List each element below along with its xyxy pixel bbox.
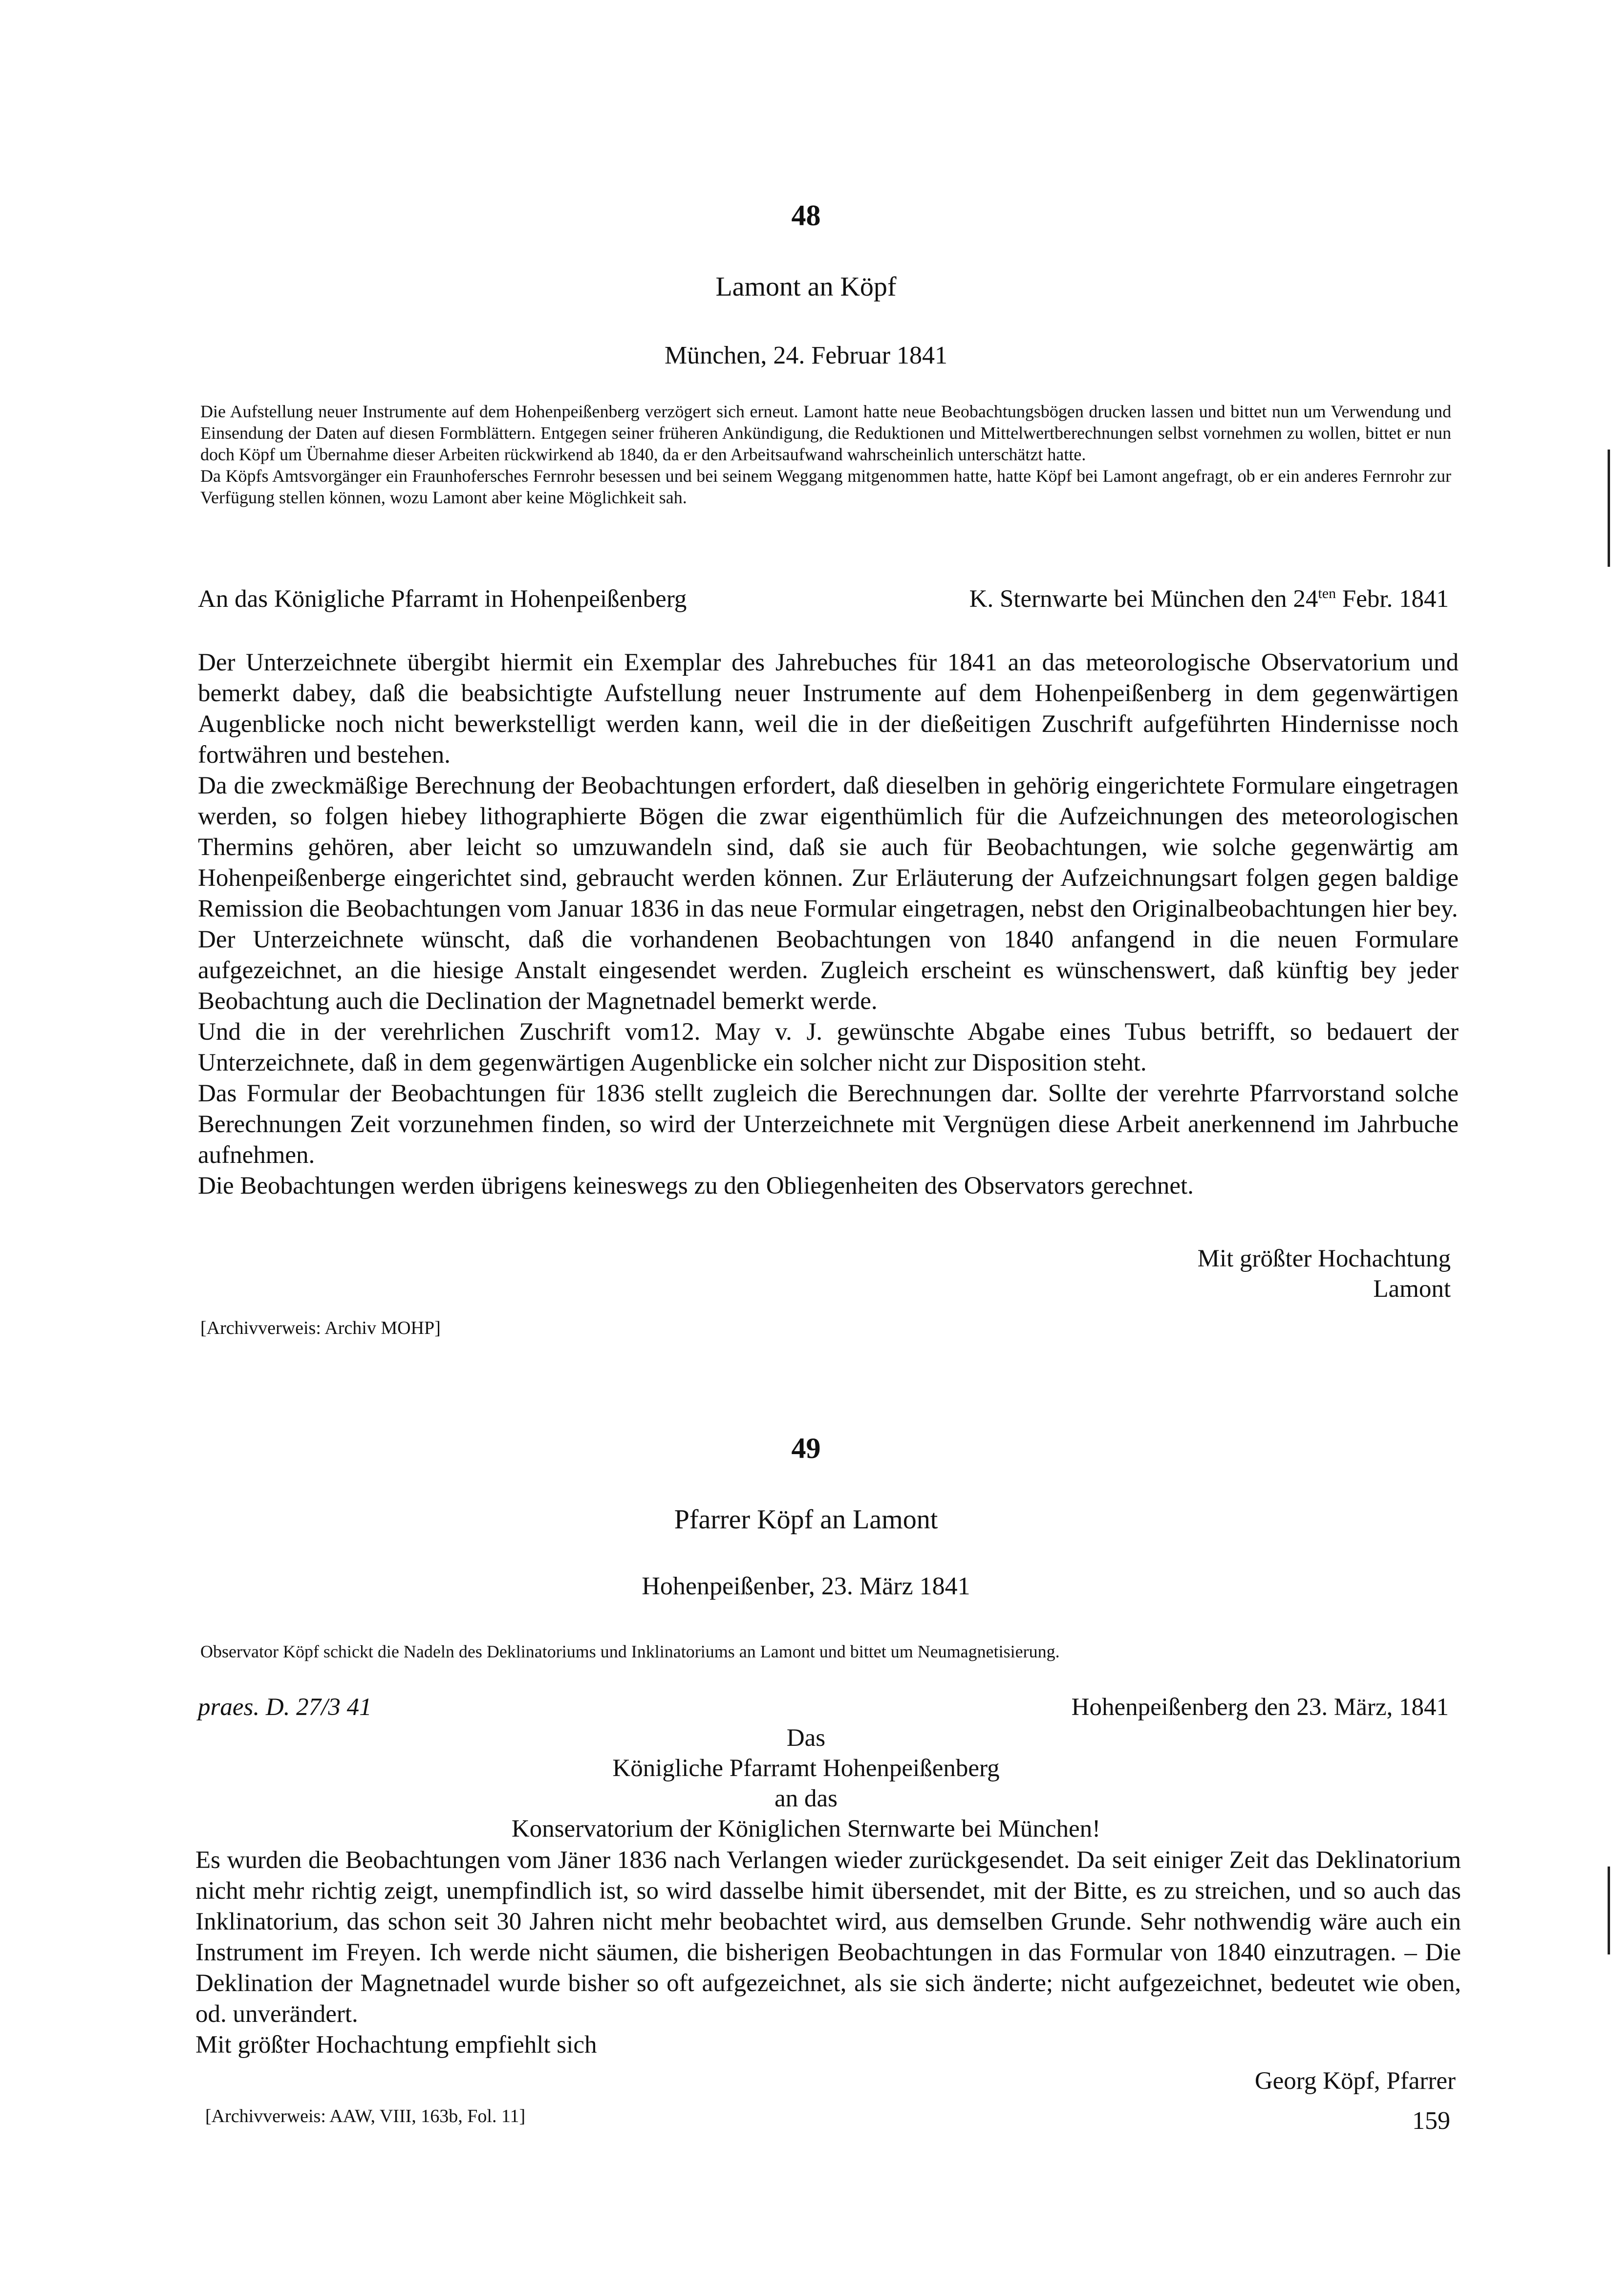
letter-49-title: Pfarrer Köpf an Lamont bbox=[674, 1504, 938, 1535]
sender-date-main: K. Sternwarte bei München den 24 bbox=[969, 585, 1318, 613]
letter-48-archive-reference: [Archivverweis: Archiv MOHP] bbox=[200, 1318, 441, 1338]
body-paragraph: Der Unterzeichnete übergibt hiermit ein Exemplar des Jahrebuches für 1841 an das meteorologische Observatorium und bemerkt dabey, daß die beabsichtigte Aufstellung neuer Instrumente auf dem Hohenpeißenberg in dem gegenwärtigen Augenblicke noch nicht bewerkstelligt werden kann, weil die in der dießeitigen Zuschrift aufgeführten Hindernisse noch fortwähren und bestehen. bbox=[198, 649, 1459, 769]
body-paragraph: Und die in der verehrlichen Zuschrift vom12. May v. J. gewünschte Abgabe eines Tubus betrifft, so bedauert der Unterzeichnete, daß in dem gegenwärtigen Augenblicke ein solcher nicht zur Disposition steht. bbox=[198, 1018, 1459, 1076]
letter-49-regest-paragraph: Observator Köpf schickt die Nadeln des Deklinatoriums und Inklinatoriums an Lamont und bittet um Neumagnetisierung. bbox=[200, 1642, 1060, 1661]
sender-date-tail: Febr. 1841 bbox=[1336, 585, 1449, 613]
page-number: 159 bbox=[1412, 2107, 1450, 2135]
address-line: Konservatorium der Königlichen Sternwarte bei München! bbox=[511, 1815, 1101, 1843]
letter-48-regest-paragraph: Die Aufstellung neuer Instrumente auf dem Hohenpeißenberg verzögert sich erneut. Lamont hatte neue Beobachtungsbögen drucken lassen und bittet nun um Verwendung und Einsendung der Daten auf diesen Formblättern. Entgegen seiner früheren Ankündigung, die Reduktionen und Mittelwertberechnungen selbst vornehmen zu wollen, bittet er nun doch Köpf um Übernahme dieser Arbeiten rückwirkend ab 1840, da er den Arbeitsaufwand wahrscheinlich unterschätzt hatte. bbox=[200, 402, 1451, 464]
address-line: Königliche Pfarramt Hohenpeißenberg bbox=[612, 1755, 1000, 1782]
letter-49-archive-reference: [Archivverweis: AAW, VIII, 163b, Fol. 11] bbox=[205, 2106, 526, 2126]
margin-line-bottom bbox=[1608, 1867, 1610, 1954]
body-paragraph: Das Formular der Beobachtungen für 1836 stellt zugleich die Berechnungen dar. Sollte der verehrte Pfarrvorstand solche Berechnungen Zeit vorzunehmen finden, so wird der Unterzeichnete mit Vergnügen diese Arbeit anerkennend im Jahrbuche aufnehmen. bbox=[198, 1080, 1459, 1169]
body-paragraph: Da die zweckmäßige Berechnung der Beobachtungen erfordert, daß dieselben in gehörig eingerichtete Formulare eingetragen werden, so folgen hiebey lithographierte Bögen die zwar eigenthümlich für die Aufzeichnungen des meteorologischen Thermins gehören, aber leicht so umzuwandeln sind, daß sie auch für Beobachtungen, wie solche gegenwärtig am Hohenpeißenberge eingerichtet sind, gebraucht werden können. Zur Erläuterung der Aufzeichnungsart folgen gegen baldige Remission die Beobachtungen vom Januar 1836 in das neue Formular eingetragen, nebst den Originalbeobachtungen hier bey. bbox=[198, 772, 1459, 923]
letter-49-regest bbox=[200, 1641, 1451, 1662]
letter-49-number: 49 bbox=[791, 1432, 821, 1464]
letter-49-address-block bbox=[0, 1723, 1612, 1844]
body-paragraph: Die Beobachtungen werden übrigens keineswegs zu den Obliegenheiten des Observators gerechnet. bbox=[198, 1172, 1194, 1200]
closing-formula: Mit größter Hochachtung bbox=[1197, 1245, 1451, 1272]
letter-48-regest-paragraph: Da Köpfs Amtsvorgänger ein Fraunhofersches Fernrohr besessen und bei seinem Weggang mitgenommen hatte, hatte Köpf bei Lamont angefragt, ob er ein anderes Fernrohr zur Verfügung stellen können, wozu Lamont aber keine Möglichkeit sah. bbox=[200, 466, 1451, 507]
sender-date-superscript: ten bbox=[1318, 585, 1336, 601]
address-line: an das bbox=[774, 1785, 838, 1812]
letter-48-sender-date bbox=[969, 584, 1449, 615]
letter-49-signature-block bbox=[1255, 2066, 1456, 2096]
address-line: Das bbox=[786, 1724, 826, 1752]
signature: Georg Köpf, Pfarrer bbox=[1254, 2067, 1456, 2095]
letter-48-number: 48 bbox=[791, 199, 821, 232]
letter-48-closing bbox=[1198, 1244, 1451, 1304]
letter-48-dateline: München, 24. Februar 1841 bbox=[664, 342, 948, 369]
letter-48-recipient: An das Königliche Pfarramt in Hohenpeißenberg bbox=[198, 585, 687, 613]
closing-formula: Mit größter Hochachtung empfiehlt sich bbox=[195, 2031, 597, 2059]
body-paragraph: Es wurden die Beobachtungen vom Jäner 1836 nach Verlangen wieder zurückgesendet. Da seit einiger Zeit das Deklinatorium nicht mehr richtig zeigt, unempfindlich ist, so wird dasselbe himit übersendet, mit der Bitte, es zu streichen, und so auch das Inklinatorium, das schon seit 30 Jahren nicht mehr beobachtet wird, aus demselben Grunde. Sehr nothwendig wäre auch ein Instrument im Freyen. Ich werde nicht säumen, die bisherigen Beobachtungen in das Formular von 1840 einzutragen. – Die Deklination der Magnetnadel wurde bisher so oft aufgezeichnet, als sie sich änderte; nicht aufgezeichnet, bedeutet wie oben, od. unverändert. bbox=[195, 1846, 1461, 2028]
body-paragraph: Der Unterzeichnete wünscht, daß die vorhandenen Beobachtungen von 1840 anfangend in die neuen Formulare aufgezeichnet, an die hiesige Anstalt eingesendet werden. Zugleich erscheint es wünschenswert, daß künftig bey jeder Beobachtung auch die Declination der Magnetnadel bemerkt werde. bbox=[198, 926, 1459, 1015]
letter-48-title: Lamont an Köpf bbox=[715, 272, 897, 302]
letter-49-place-date: Hohenpeißenberg den 23. März, 1841 bbox=[1071, 1694, 1449, 1721]
letter-48-regest bbox=[200, 401, 1451, 508]
letter-48-body bbox=[198, 647, 1459, 1202]
margin-line-top bbox=[1608, 450, 1610, 567]
receipt-note: praes. D. 27/3 41 bbox=[198, 1694, 372, 1721]
letter-49-dateline: Hohenpeißenber, 23. März 1841 bbox=[642, 1572, 970, 1600]
signature: Lamont bbox=[1373, 1275, 1451, 1303]
letter-49-body bbox=[195, 1845, 1461, 2060]
